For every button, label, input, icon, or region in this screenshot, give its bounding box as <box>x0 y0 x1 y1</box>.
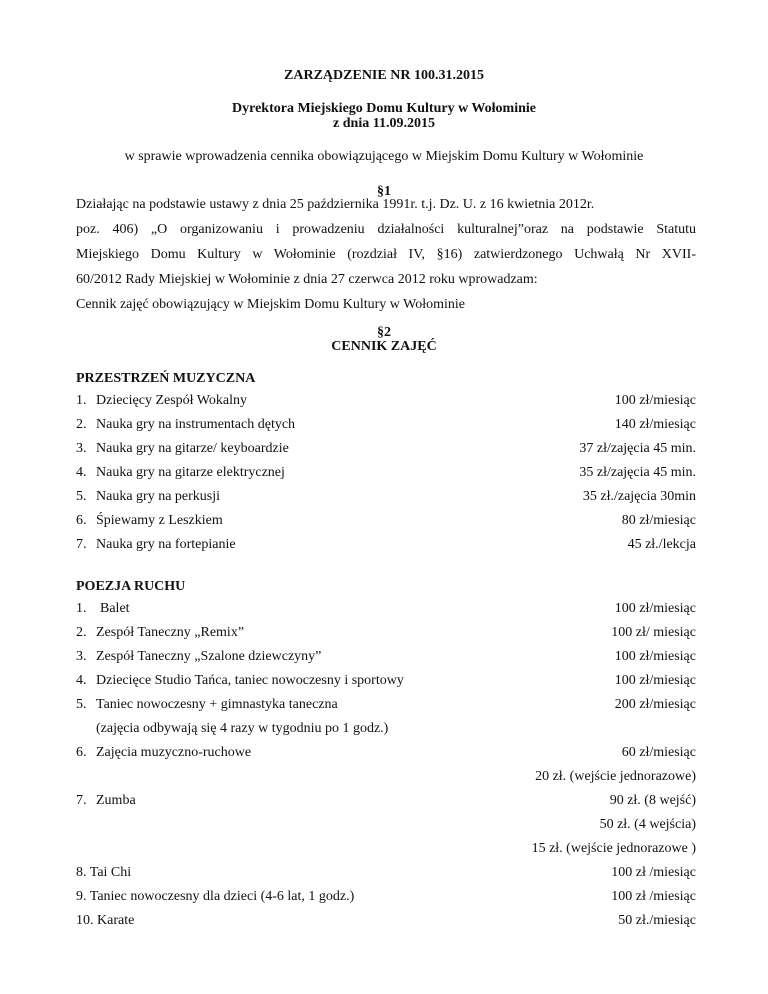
list-item <box>76 673 404 689</box>
item-price: 100 zł /miesiąc <box>611 889 696 904</box>
item-price: 80 zł/miesiąc <box>621 513 696 528</box>
section-1-line-3: Miejskiego Domu Kultury w Wołominie (rozdział IV, §16) zatwierdzonego Uchwałą Nr XVII- <box>76 247 696 262</box>
subject-line: w sprawie wprowadzenia cennika obowiązującego w Miejskim Domu Kultury w Wołominie <box>124 149 644 164</box>
item-price: 90 zł. (8 wejść) <box>609 793 696 808</box>
list-item <box>76 913 134 929</box>
list-item <box>76 465 285 481</box>
item-number: 6. <box>76 745 87 760</box>
item-note: (zajęcia odbywają się 4 razy w tygodniu po 1 godz.) <box>96 721 389 736</box>
list-item <box>76 889 354 905</box>
item-price: 35 zł/zajęcia 45 min. <box>579 465 696 480</box>
document-title: ZARZĄDZENIE NR 100.31.2015 <box>284 68 484 83</box>
item-number: 4. <box>76 673 87 688</box>
item-price: 140 zł/miesiąc <box>614 417 696 432</box>
list-item <box>76 793 136 809</box>
item-price: 100 zł/miesiąc <box>614 601 696 616</box>
section-2-title: CENNIK ZAJĘĆ <box>331 339 437 354</box>
item-number: 2. <box>76 417 87 432</box>
list-item <box>76 865 131 881</box>
item-price: 37 zł/zajęcia 45 min. <box>579 441 696 456</box>
item-number: 3. <box>76 441 87 456</box>
item-label: Nauka gry na gitarze/ keyboardzie <box>96 441 289 456</box>
item-price: 45 zł./lekcja <box>627 537 696 552</box>
item-number: 7. <box>76 793 87 808</box>
section-1-mark: §1 <box>377 184 391 199</box>
item-price: 50 zł./miesiąc <box>618 913 696 928</box>
list-item <box>76 441 289 457</box>
item-price: 100 zł /miesiąc <box>611 865 696 880</box>
list-item <box>76 649 321 665</box>
item-number: 3. <box>76 649 87 664</box>
item-label: Zespół Taneczny „Szalone dziewczyny” <box>96 649 322 664</box>
item-label: Dziecięce Studio Tańca, taniec nowoczesny i sportowy <box>96 673 404 688</box>
list-item <box>76 601 130 617</box>
item-label: Karate <box>97 913 135 928</box>
dance-heading: POEZJA RUCHU <box>76 579 186 594</box>
item-price: 50 zł. (4 wejścia) <box>599 817 696 832</box>
issuer-line: Dyrektora Miejskiego Domu Kultury w Wołominie <box>232 101 536 116</box>
music-heading: PRZESTRZEŃ MUZYCZNA <box>76 371 256 386</box>
section-2-mark: §2 <box>377 325 391 340</box>
item-number: 5. <box>76 489 87 504</box>
item-label: Nauka gry na gitarze elektrycznej <box>96 465 285 480</box>
date-line: z dnia 11.09.2015 <box>333 116 435 131</box>
list-item <box>76 745 251 761</box>
item-number: 4. <box>76 465 87 480</box>
item-number: 5. <box>76 697 87 712</box>
item-number: 1. <box>76 601 87 616</box>
item-price: 100 zł/miesiąc <box>614 673 696 688</box>
section-1-line-2: poz. 406) „O organizowaniu i prowadzeniu działalności kulturalnej”oraz na podstawie Statutu <box>76 222 696 237</box>
list-item <box>76 393 247 409</box>
item-price: 100 zł/miesiąc <box>614 649 696 664</box>
list-item <box>76 697 338 713</box>
list-item <box>76 417 295 433</box>
item-number: 7. <box>76 537 87 552</box>
item-price: 20 zł. (wejście jednorazowe) <box>535 769 696 784</box>
item-price: 15 zł. (wejście jednorazowe ) <box>531 841 696 856</box>
item-label: Taniec nowoczesny + gimnastyka taneczna <box>96 697 338 712</box>
item-label: Zespół Taneczny „Remix” <box>96 625 245 640</box>
item-label: Tai Chi <box>89 865 132 880</box>
item-price: 35 zł./zajęcia 30min <box>582 489 696 504</box>
item-label: Zumba <box>96 793 136 808</box>
section-1-line-1: Działając na podstawie ustawy z dnia 25 października 1991r. t.j. Dz. U. z 16 kwietnia 2012r. <box>76 197 595 212</box>
item-number: 2. <box>76 625 87 640</box>
list-item <box>76 625 244 641</box>
item-price: 100 zł/ miesiąc <box>611 625 696 640</box>
item-label: Śpiewamy z Leszkiem <box>96 513 223 528</box>
item-number: 1. <box>76 393 87 408</box>
item-label: Zajęcia muzyczno-ruchowe <box>96 745 252 760</box>
item-label: Dziecięcy Zespół Wokalny <box>96 393 248 408</box>
item-number: 9. <box>76 889 87 904</box>
item-label: Nauka gry na perkusji <box>96 489 221 504</box>
section-1-line-4: 60/2012 Rady Miejskiej w Wołominie z dnia 27 czerwca 2012 roku wprowadzam: <box>76 272 538 287</box>
item-price: 60 zł/miesiąc <box>621 745 696 760</box>
item-price: 200 zł/miesiąc <box>614 697 696 712</box>
item-price: 100 zł/miesiąc <box>614 393 696 408</box>
item-number: 10. <box>76 913 94 928</box>
item-number: 8. <box>76 865 87 880</box>
list-item <box>76 537 236 553</box>
section-1-line-5: Cennik zajęć obowiązujący w Miejskim Domu Kultury w Wołominie <box>76 297 465 312</box>
list-item <box>76 489 220 505</box>
item-label: Taniec nowoczesny dla dzieci (4-6 lat, 1 godz.) <box>89 889 355 904</box>
item-label: Balet <box>100 601 130 616</box>
item-label: Nauka gry na instrumentach dętych <box>96 417 296 432</box>
list-item <box>76 513 223 529</box>
item-number: 6. <box>76 513 87 528</box>
item-label: Nauka gry na fortepianie <box>96 537 236 552</box>
